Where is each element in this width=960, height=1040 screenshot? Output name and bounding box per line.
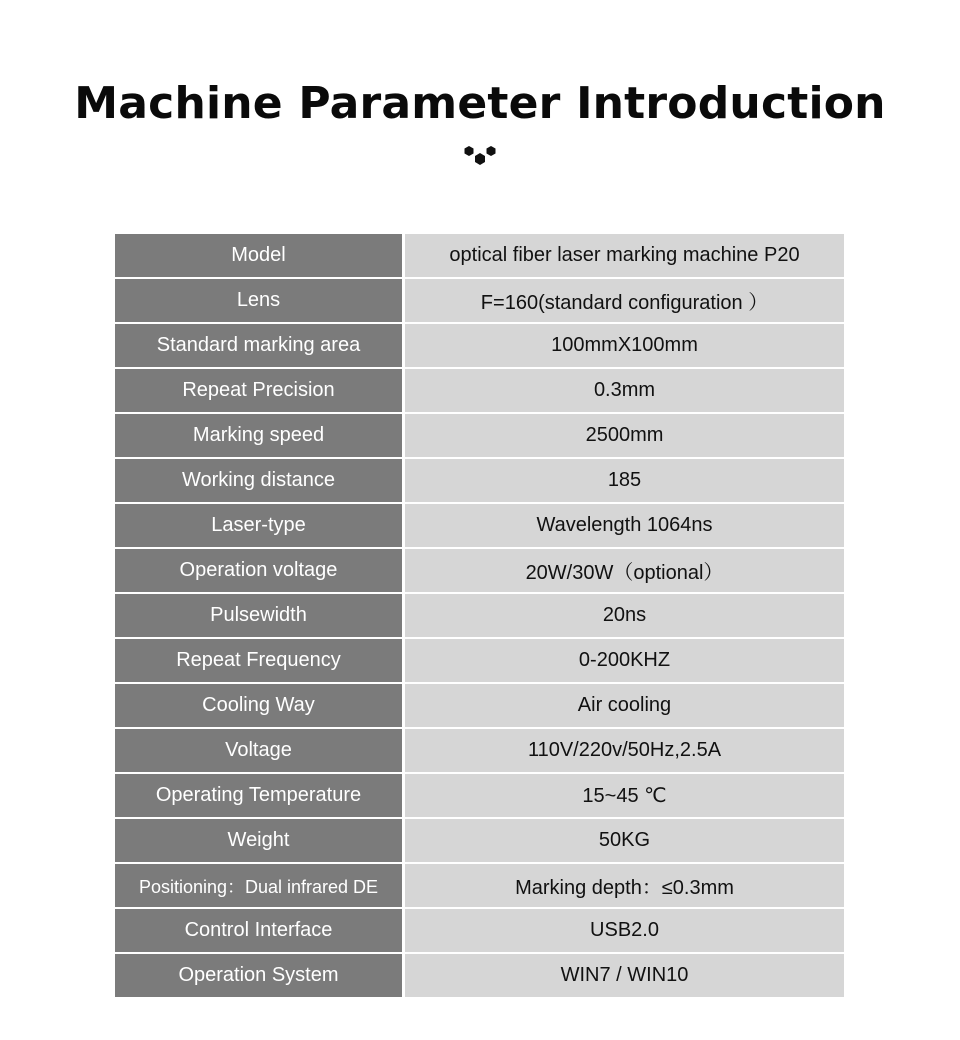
param-label: Marking speed <box>115 414 402 457</box>
param-label: Operation voltage <box>115 549 402 592</box>
param-value: 185 <box>405 459 844 502</box>
param-value: 110V/220v/50Hz,2.5A <box>405 729 844 772</box>
table-row <box>115 729 844 772</box>
param-value: 20W/30W（optional） <box>405 549 844 592</box>
param-label: Repeat Precision <box>115 369 402 412</box>
table-row <box>115 279 844 322</box>
param-value: 2500mm <box>405 414 844 457</box>
param-label: Weight <box>115 819 402 862</box>
param-label: Laser-type <box>115 504 402 547</box>
table-row <box>115 909 844 952</box>
param-label: Operating Temperature <box>115 774 402 817</box>
param-label: Model <box>115 234 402 277</box>
param-value: optical fiber laser marking machine P20 <box>405 234 844 277</box>
param-label: Voltage <box>115 729 402 772</box>
param-label: Working distance <box>115 459 402 502</box>
hexagon-cluster-icon <box>462 144 498 168</box>
table-row <box>115 864 844 907</box>
table-row <box>115 324 844 367</box>
param-value: WIN7 / WIN10 <box>405 954 844 997</box>
param-label: Positioning：Dual infrared DE <box>115 864 402 907</box>
table-row <box>115 639 844 682</box>
param-label: Control Interface <box>115 909 402 952</box>
page-title: Machine Parameter Introduction <box>74 78 886 129</box>
param-value: 20ns <box>405 594 844 637</box>
param-label: Operation System <box>115 954 402 997</box>
table-row <box>115 369 844 412</box>
table-row <box>115 234 844 277</box>
param-value: 100mmX100mm <box>405 324 844 367</box>
param-label: Cooling Way <box>115 684 402 727</box>
param-label: Standard marking area <box>115 324 402 367</box>
param-value: USB2.0 <box>405 909 844 952</box>
table-row <box>115 594 844 637</box>
param-value: 0.3mm <box>405 369 844 412</box>
table-row <box>115 819 844 862</box>
param-value: 50KG <box>405 819 844 862</box>
parameter-table <box>115 234 844 997</box>
param-value: Air cooling <box>405 684 844 727</box>
param-label: Repeat Frequency <box>115 639 402 682</box>
table-row <box>115 549 844 592</box>
param-value: 15~45 ℃ <box>405 774 844 817</box>
param-value: 0-200KHZ <box>405 639 844 682</box>
param-label: Pulsewidth <box>115 594 402 637</box>
table-row <box>115 774 844 817</box>
table-row <box>115 954 844 997</box>
table-row <box>115 414 844 457</box>
param-value: Marking depth：≤0.3mm <box>405 864 844 907</box>
param-label: Lens <box>115 279 402 322</box>
table-row <box>115 504 844 547</box>
param-value: Wavelength 1064ns <box>405 504 844 547</box>
table-row <box>115 684 844 727</box>
param-value: F=160(standard configuration ） <box>405 279 844 322</box>
table-row <box>115 459 844 502</box>
